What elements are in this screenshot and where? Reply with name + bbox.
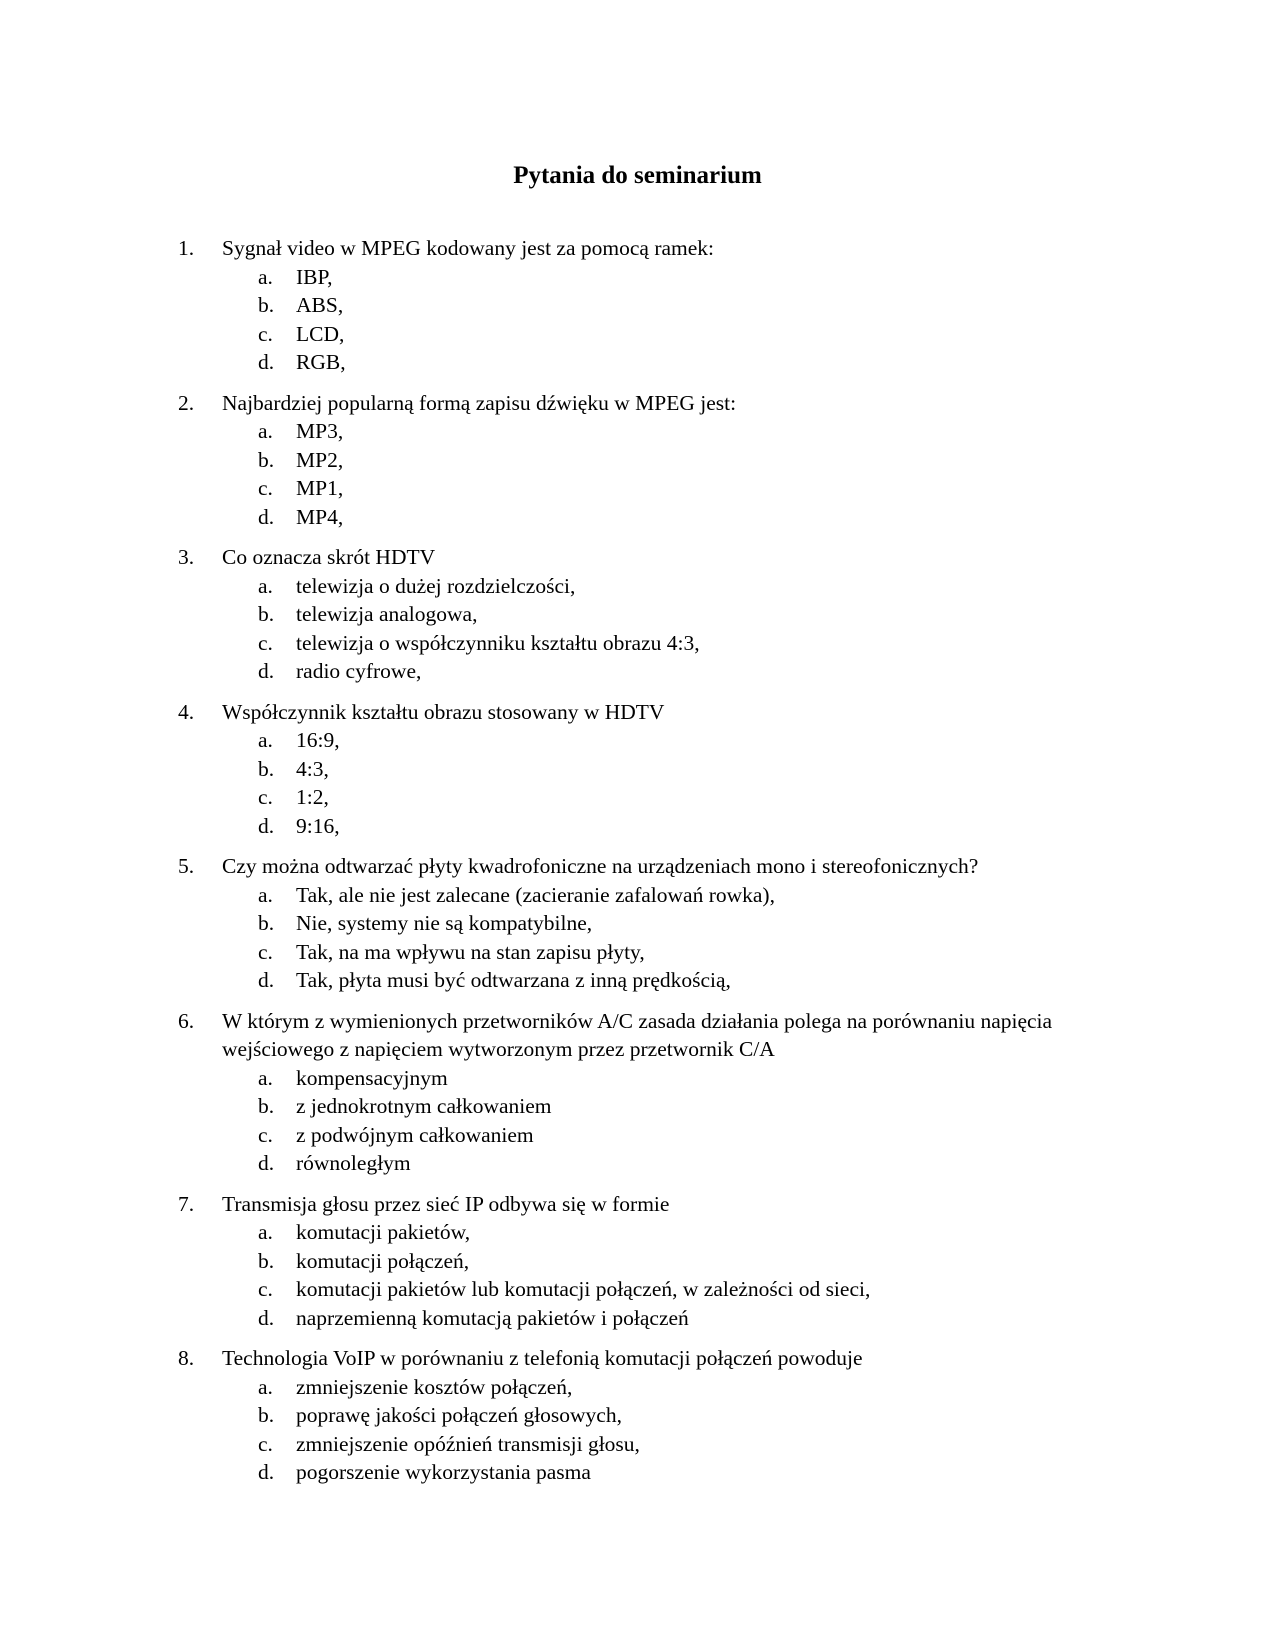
answer-option — [0, 1149, 1275, 1178]
answer-letter: b. — [258, 756, 275, 781]
question-text: Najbardziej popularną formą zapisu dźwięku w MPEG jest: — [222, 390, 737, 415]
answer-text: 1:2, — [296, 785, 329, 809]
answer-letter: d. — [258, 504, 275, 529]
answer-option — [0, 474, 1275, 503]
answer-letter: b. — [258, 1248, 275, 1273]
answer-option — [0, 1430, 1275, 1459]
answer-letter: d. — [258, 1460, 275, 1484]
question-row — [0, 1007, 1122, 1064]
answer-option — [0, 783, 1275, 812]
answer-option — [0, 1247, 1275, 1276]
question-number: 4. — [178, 699, 195, 724]
answer-text: telewizja o dużej rozdzielczości, — [296, 573, 576, 598]
answer-list — [0, 263, 1275, 377]
question-row — [0, 852, 1122, 881]
answer-text: z jednokrotnym całkowaniem — [296, 1094, 552, 1118]
answer-text: z podwójnym całkowaniem — [296, 1122, 534, 1147]
answer-letter: d. — [258, 813, 275, 838]
answer-option — [0, 1458, 1275, 1487]
answer-letter: c. — [258, 476, 273, 500]
answer-text: komutacji pakietów lub komutacji połączeń, w zależności od sieci, — [296, 1277, 871, 1301]
question-item — [0, 543, 1275, 686]
question-list — [0, 234, 1275, 1499]
answer-text: komutacji pakietów, — [296, 1220, 471, 1244]
answer-letter: d. — [258, 1305, 275, 1330]
answer-letter: b. — [258, 1094, 275, 1118]
answer-text: zmniejszenie kosztów połączeń, — [296, 1374, 573, 1399]
answer-text: telewizja analogowa, — [296, 602, 478, 626]
question-number: 5. — [178, 854, 195, 878]
answer-text: naprzemienną komutacją pakietów i połączeń — [296, 1305, 689, 1330]
answer-text: komutacji połączeń, — [296, 1248, 470, 1273]
answer-text: RGB, — [296, 350, 346, 374]
question-item — [0, 1190, 1275, 1333]
answer-option — [0, 1218, 1275, 1247]
answer-text: Tak, na ma wpływu na stan zapisu płyty, — [296, 939, 645, 964]
question-row — [0, 543, 1122, 572]
answer-letter: a. — [258, 1220, 273, 1244]
answer-option — [0, 966, 1275, 995]
answer-option — [0, 726, 1275, 755]
question-text: Co oznacza skrót HDTV — [222, 545, 436, 569]
answer-option — [0, 572, 1275, 601]
answer-option — [0, 1373, 1275, 1402]
answer-text: telewizja o współczynniku kształtu obrazu 4:3, — [296, 630, 700, 655]
answer-option — [0, 1092, 1275, 1121]
answer-text: zmniejszenie opóźnień transmisji głosu, — [296, 1431, 640, 1456]
answer-letter: a. — [258, 1374, 273, 1399]
answer-letter: c. — [258, 1431, 273, 1456]
answer-text: Nie, systemy nie są kompatybilne, — [296, 911, 593, 935]
question-row — [0, 389, 1122, 418]
question-text: Sygnał video w MPEG kodowany jest za pomocą ramek: — [222, 236, 715, 260]
answer-letter: d. — [258, 968, 275, 992]
question-text: Czy można odtwarzać płyty kwadrofoniczne na urządzeniach mono i stereofonicznych? — [222, 854, 979, 878]
answer-list — [0, 1064, 1275, 1178]
question-number: 1. — [178, 236, 195, 260]
answer-option — [0, 1121, 1275, 1150]
answer-option — [0, 1275, 1275, 1304]
question-text: Współczynnik kształtu obrazu stosowany w HDTV — [222, 699, 665, 724]
question-item — [0, 389, 1275, 532]
answer-letter: a. — [258, 573, 273, 598]
answer-option — [0, 657, 1275, 686]
answer-option — [0, 938, 1275, 967]
answer-letter: b. — [258, 602, 275, 626]
answer-letter: a. — [258, 419, 273, 443]
answer-letter: a. — [258, 882, 273, 907]
answer-text: kompensacyjnym — [296, 1065, 448, 1090]
answer-text: LCD, — [296, 321, 345, 346]
answer-text: Tak, ale nie jest zalecane (zacieranie zafalowań rowka), — [296, 882, 775, 907]
answer-letter: a. — [258, 1065, 273, 1090]
question-number: 8. — [178, 1346, 195, 1370]
answer-text: MP3, — [296, 419, 344, 443]
answer-text: poprawę jakości połączeń głosowych, — [296, 1403, 622, 1427]
question-number: 7. — [178, 1191, 195, 1216]
answer-option — [0, 755, 1275, 784]
question-item — [0, 852, 1275, 995]
answer-letter: b. — [258, 293, 275, 317]
answer-letter: a. — [258, 728, 273, 752]
question-row — [0, 1344, 1122, 1373]
answer-letter: d. — [258, 350, 275, 374]
answer-option — [0, 503, 1275, 532]
answer-option — [0, 812, 1275, 841]
answer-letter: c. — [258, 321, 273, 346]
answer-option — [0, 1401, 1275, 1430]
answer-letter: d. — [258, 659, 275, 683]
answer-letter: a. — [258, 264, 273, 289]
question-number: 6. — [178, 1008, 195, 1033]
answer-option — [0, 263, 1275, 292]
answer-list — [0, 417, 1275, 531]
answer-text: MP4, — [296, 504, 344, 529]
answer-letter: b. — [258, 1403, 275, 1427]
page-title: Pytania do seminarium — [513, 162, 762, 189]
answer-letter: c. — [258, 785, 273, 809]
answer-letter: b. — [258, 447, 275, 472]
answer-text: równoległym — [296, 1151, 411, 1175]
question-item — [0, 1007, 1275, 1178]
answer-letter: c. — [258, 939, 273, 964]
answer-text: pogorszenie wykorzystania pasma — [296, 1460, 591, 1484]
answer-text: radio cyfrowe, — [296, 659, 422, 683]
answer-list — [0, 726, 1275, 840]
answer-text: ABS, — [296, 293, 344, 317]
answer-list — [0, 572, 1275, 686]
answer-option — [0, 629, 1275, 658]
answer-letter: c. — [258, 630, 273, 655]
answer-text: Tak, płyta musi być odtwarzana z inną prędkością, — [296, 968, 731, 992]
question-text: Technologia VoIP w porównaniu z telefonią komutacji połączeń powoduje — [222, 1346, 863, 1370]
answer-text: 4:3, — [296, 756, 329, 781]
answer-letter: c. — [258, 1277, 273, 1301]
question-row — [0, 698, 1122, 727]
answer-option — [0, 348, 1275, 377]
answer-option — [0, 320, 1275, 349]
answer-list — [0, 1373, 1275, 1487]
answer-text: 16:9, — [296, 728, 340, 752]
question-item — [0, 698, 1275, 841]
question-number: 2. — [178, 390, 195, 415]
answer-option — [0, 1064, 1275, 1093]
question-text: Transmisja głosu przez sieć IP odbywa się w formie — [222, 1191, 670, 1216]
answer-text: IBP, — [296, 264, 333, 289]
answer-option — [0, 909, 1275, 938]
answer-option — [0, 291, 1275, 320]
answer-option — [0, 446, 1275, 475]
question-text: W którym z wymienionych przetworników A/C zasada działania polega na porównaniu napięcia wejściowego z napięciem wytworzonym przez przetwornik C/A — [222, 1008, 1053, 1061]
answer-letter: d. — [258, 1151, 275, 1175]
answer-option — [0, 1304, 1275, 1333]
answer-option — [0, 600, 1275, 629]
answer-list — [0, 1218, 1275, 1332]
answer-option — [0, 417, 1275, 446]
answer-option — [0, 881, 1275, 910]
question-number: 3. — [178, 545, 195, 569]
answer-letter: c. — [258, 1122, 273, 1147]
question-row — [0, 1190, 1122, 1219]
question-item — [0, 1344, 1275, 1487]
answer-list — [0, 881, 1275, 995]
question-row — [0, 234, 1122, 263]
answer-text: MP1, — [296, 476, 344, 500]
question-item — [0, 234, 1275, 377]
answer-text: 9:16, — [296, 813, 340, 838]
answer-text: MP2, — [296, 447, 344, 472]
answer-letter: b. — [258, 911, 275, 935]
